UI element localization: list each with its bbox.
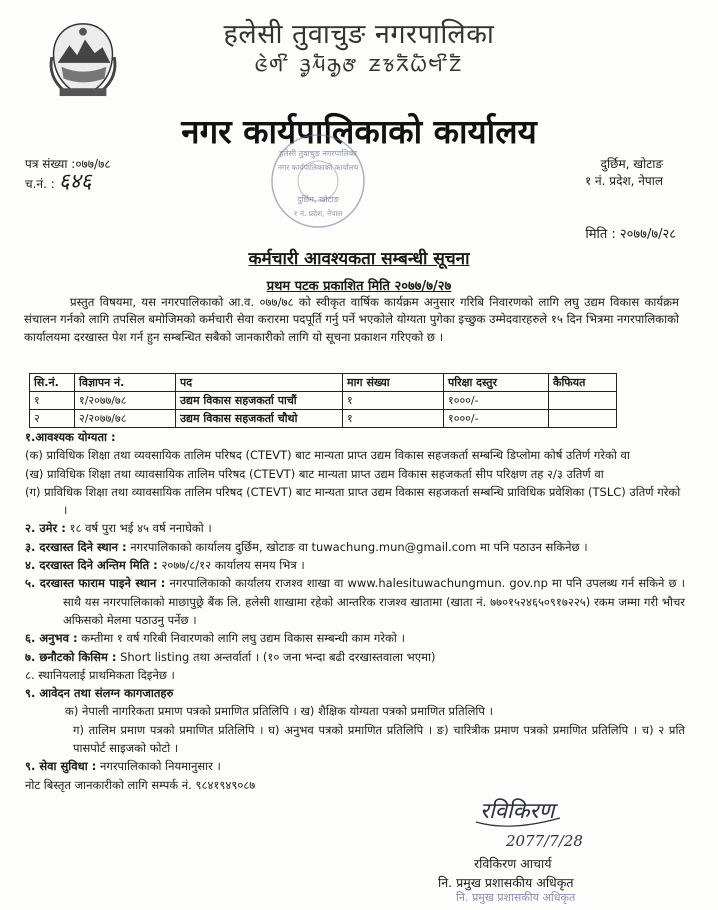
municipality-name-local-script: ᤜᤧᤛᤡ ᤋᤢᤘᤠᤌᤢᤅ ᤏᤃᤖᤠᤐᤠᤗᤡᤁᤠ <box>254 48 464 77</box>
signatory-name: रविकिरण आचार्य <box>474 856 552 871</box>
form-availability <box>25 574 685 629</box>
office-seal-stamp-icon <box>266 128 370 234</box>
seal-text-3: दुर्छिम, खोटाङ <box>297 195 339 204</box>
dispatch-number: ६४६ <box>58 169 92 193</box>
seal-text-1: हलेसी तुवाचुङ नगरपालिका <box>278 149 358 158</box>
table-cell: १०००/- <box>444 392 549 410</box>
notice-title: कर्मचारी आवश्यकता सम्बन्धी सूचना <box>248 249 470 269</box>
ref-value: ०७७/७८ <box>75 157 111 171</box>
selection-method <box>25 648 685 666</box>
table-header-cell: परिक्षा दस्तुर <box>444 374 549 392</box>
reference-block <box>25 156 111 193</box>
handwritten-signature-icon <box>470 788 620 858</box>
benefits-text: नगरपालिकाको नियमानुसार । <box>99 759 221 774</box>
local-priority: ८. स्थानियलाई प्राथमिकता दिइनेछ । <box>25 667 175 682</box>
application-place-text: नगरपालिकाको कार्यालय दुर्छिम, खोटाङ वा tuwachung.mun@gmail.com मा पनि पठाउन सकिनेछ । <box>130 539 588 554</box>
seal-text-4: १ नं. प्रदेश, नेपाल <box>293 209 343 218</box>
dispatch-label: च.नं. : <box>25 177 55 191</box>
documents-line-2: ग) तालिम प्रमाण पत्रको प्रमाणित प्रतिलिपि । घ) अनुभव पत्रको प्रमाणित प्रतिलिपि । ङ) चारित्रीक प्रमाण पत्रको प्रमाणित प्रतिलिपि । च) २ प्रति पासपोर्ट साइजको फोटो । <box>73 722 685 756</box>
vacancy-table <box>29 373 617 428</box>
experience <box>25 629 685 647</box>
address-line-2: १ नं. प्रदेश, नेपाल <box>584 174 663 188</box>
selection-text: Short listing तथा अन्तर्वार्ता । (१० जना भन्दा बढी दरखास्तवाला भएमा) <box>120 649 436 664</box>
notice-date: मिति : २०७७/७/२८ <box>585 227 676 242</box>
section-qualification-title: १.आवश्यक योग्यता : <box>25 430 116 444</box>
table-cell: १ <box>30 392 75 410</box>
table-cell <box>549 392 617 410</box>
table-header-cell: पद <box>176 374 343 392</box>
table-cell: उद्यम विकास सहजकर्ता चौथो <box>176 410 343 428</box>
table-cell: १ <box>343 410 444 428</box>
address-block <box>585 156 663 190</box>
signatory-title: नि. प्रमुख प्रशासकीय अधिकृत <box>438 875 574 890</box>
selection-label: ७. छनौटको किसिम : <box>25 649 117 664</box>
table-row <box>30 410 617 428</box>
signatory-stamp: नि. प्रमुख प्रशासकीय अधिकृत <box>456 891 576 904</box>
table-header-cell: सि.नं. <box>30 374 75 392</box>
notice-intro-paragraph: प्रस्तुत विषयमा, यस नगरपालिकाको आ.व. ०७७/७८ को स्वीकृत वार्षिक कार्यक्रम अनुसार गरिबि निवारणको लागि लघु उद्यम विकास कार्यक्रम संचालन गर्नको लागि तपसिल बमोजिमको कर्मचारी सेवा करारमा पदपूर्ति गर्नु पर्ने भएकोले योग्यता पुगेका इच्छुक उम्मेदवारहरुले १५ दिन भित्रमा नगरपालिकाको कार्यालयमा दरखास्त पेश गर्न हुन सम्बन्धित सबैको जानकारीको लागि यो सूचना प्रकाशन गरिएको छ । <box>24 295 679 344</box>
experience-text: कम्तीमा १ वर्ष गरिबी निवारणको लागि लघु उद्यम विकास सम्बन्धी काम गरेको । <box>81 631 405 646</box>
documents-line-1: क) नेपाली नागरिकता प्रमाण पत्रको प्रमाणित प्रतिलिपि । ख) शैक्षिक योग्यता पत्रको प्रमाणित प्रतिलिपि । <box>65 704 493 719</box>
office-name-text: नगर कार्यपालिकाको कार्यालय <box>181 112 537 151</box>
contact-note: नोट बिस्तृत जानकारीको लागि सम्पर्क नं. ९८४१९४९०८७ <box>25 777 256 792</box>
application-place <box>25 538 685 556</box>
application-place-label: ३. दरखास्त दिने स्थान : <box>25 539 127 554</box>
table-cell: उद्यम विकास सहजकर्ता पाचौं <box>176 392 343 410</box>
age-requirement <box>25 519 685 537</box>
signature-handwritten-date: 2077/7/28 <box>506 832 583 850</box>
documents-title: ९. आवेदन तथा संलग्न कागजातहरु <box>25 686 174 701</box>
table-header-cell: कैफियत <box>549 374 617 392</box>
qualification-c: (ग) प्राविधिक शिक्षा तथा व्यावसायिक तालिम परिषद (CTEVT) बाट मान्यता प्राप्त उद्यम विकास सहजकर्ता सम्बन्धि प्राविधिक प्रवेशिका (TSLC) उतिर्ण गरेको । <box>25 484 681 518</box>
deadline <box>25 556 685 574</box>
notice-body <box>25 428 685 794</box>
benefits-label: ९. सेवा सुविधा : <box>25 759 97 774</box>
table-cell: १/२०७७/७८ <box>75 392 176 410</box>
table-header-row <box>30 374 617 392</box>
table-row <box>30 392 617 410</box>
table-header-cell: माग संख्या <box>343 374 444 392</box>
benefits <box>25 757 685 775</box>
municipality-name-nepali: हलेसी तुवाचुङ नगरपालिका <box>223 19 495 50</box>
table-cell <box>549 410 617 428</box>
age-label: २. उमेर : <box>25 521 66 536</box>
deadline-text: २०७७/८/१२ कार्यालय समय भित्र । <box>161 558 305 573</box>
notice-subtitle: प्रथम पटक प्रकाशित मिति २०७७/७/२७ <box>266 279 452 294</box>
qualification-b: (ख) प्राविधिक शिक्षा तथा व्यावसायिक तालिम परिषद (CTEVT) बाट मान्यता प्राप्त उद्यम विकास सहजकर्ता सीप परिक्षण तह २/३ उतिर्ण वा <box>25 466 604 481</box>
table-cell: १ <box>343 392 444 410</box>
table-cell: २/२०७७/७८ <box>75 410 176 428</box>
address-line-1: दुर्छिम, खोटाङ <box>600 157 663 171</box>
table-cell: २ <box>30 410 75 428</box>
table-cell: १०००/- <box>444 410 549 428</box>
ref-label: पत्र संख्या : <box>25 157 76 171</box>
form-availability-text: नगरपालिकाको कार्यालय राजश्व शाखा वा www.halesituwachungmun. gov.np मा पनि उपलब्ध गर्न सकिने छ । साथै यस नगरपालिकाको माछापुछ्रे बैंक लि. हलेसी शाखामा रहेको आन्तरिक राजश्व खातामा (खाता नं. ७७०१५२४६५०९१७२२५) रकम जम्मा गरी भौचर अफिसको मेलमा पठाउनु पर्नेछ । <box>63 576 685 627</box>
signature-handwritten-name: रविकिरण <box>480 799 555 824</box>
seal-text-2: नगर कार्यपालिकाको कार्यालय <box>277 163 359 172</box>
table-header-cell: विज्ञापन नं. <box>75 374 176 392</box>
form-availability-label: ५. दरखास्त फाराम पाइने स्थान : <box>25 576 166 591</box>
qualification-a: (क) प्राविधिक शिक्षा तथा व्यवसायिक तालिम परिषद (CTEVT) बाट मान्यता प्राप्त उद्यम विकास सहजकर्ता सम्बन्धि डिप्लोमा कोर्ष उतिर्ण गरेको वा <box>25 448 630 463</box>
deadline-label: ४. दरखास्त दिने अन्तिम मिति : <box>25 558 158 573</box>
age-text: १८ वर्ष पुरा भई ४५ वर्ष ननाघेको । <box>69 521 212 536</box>
experience-label: ६. अनुभव : <box>25 631 78 646</box>
